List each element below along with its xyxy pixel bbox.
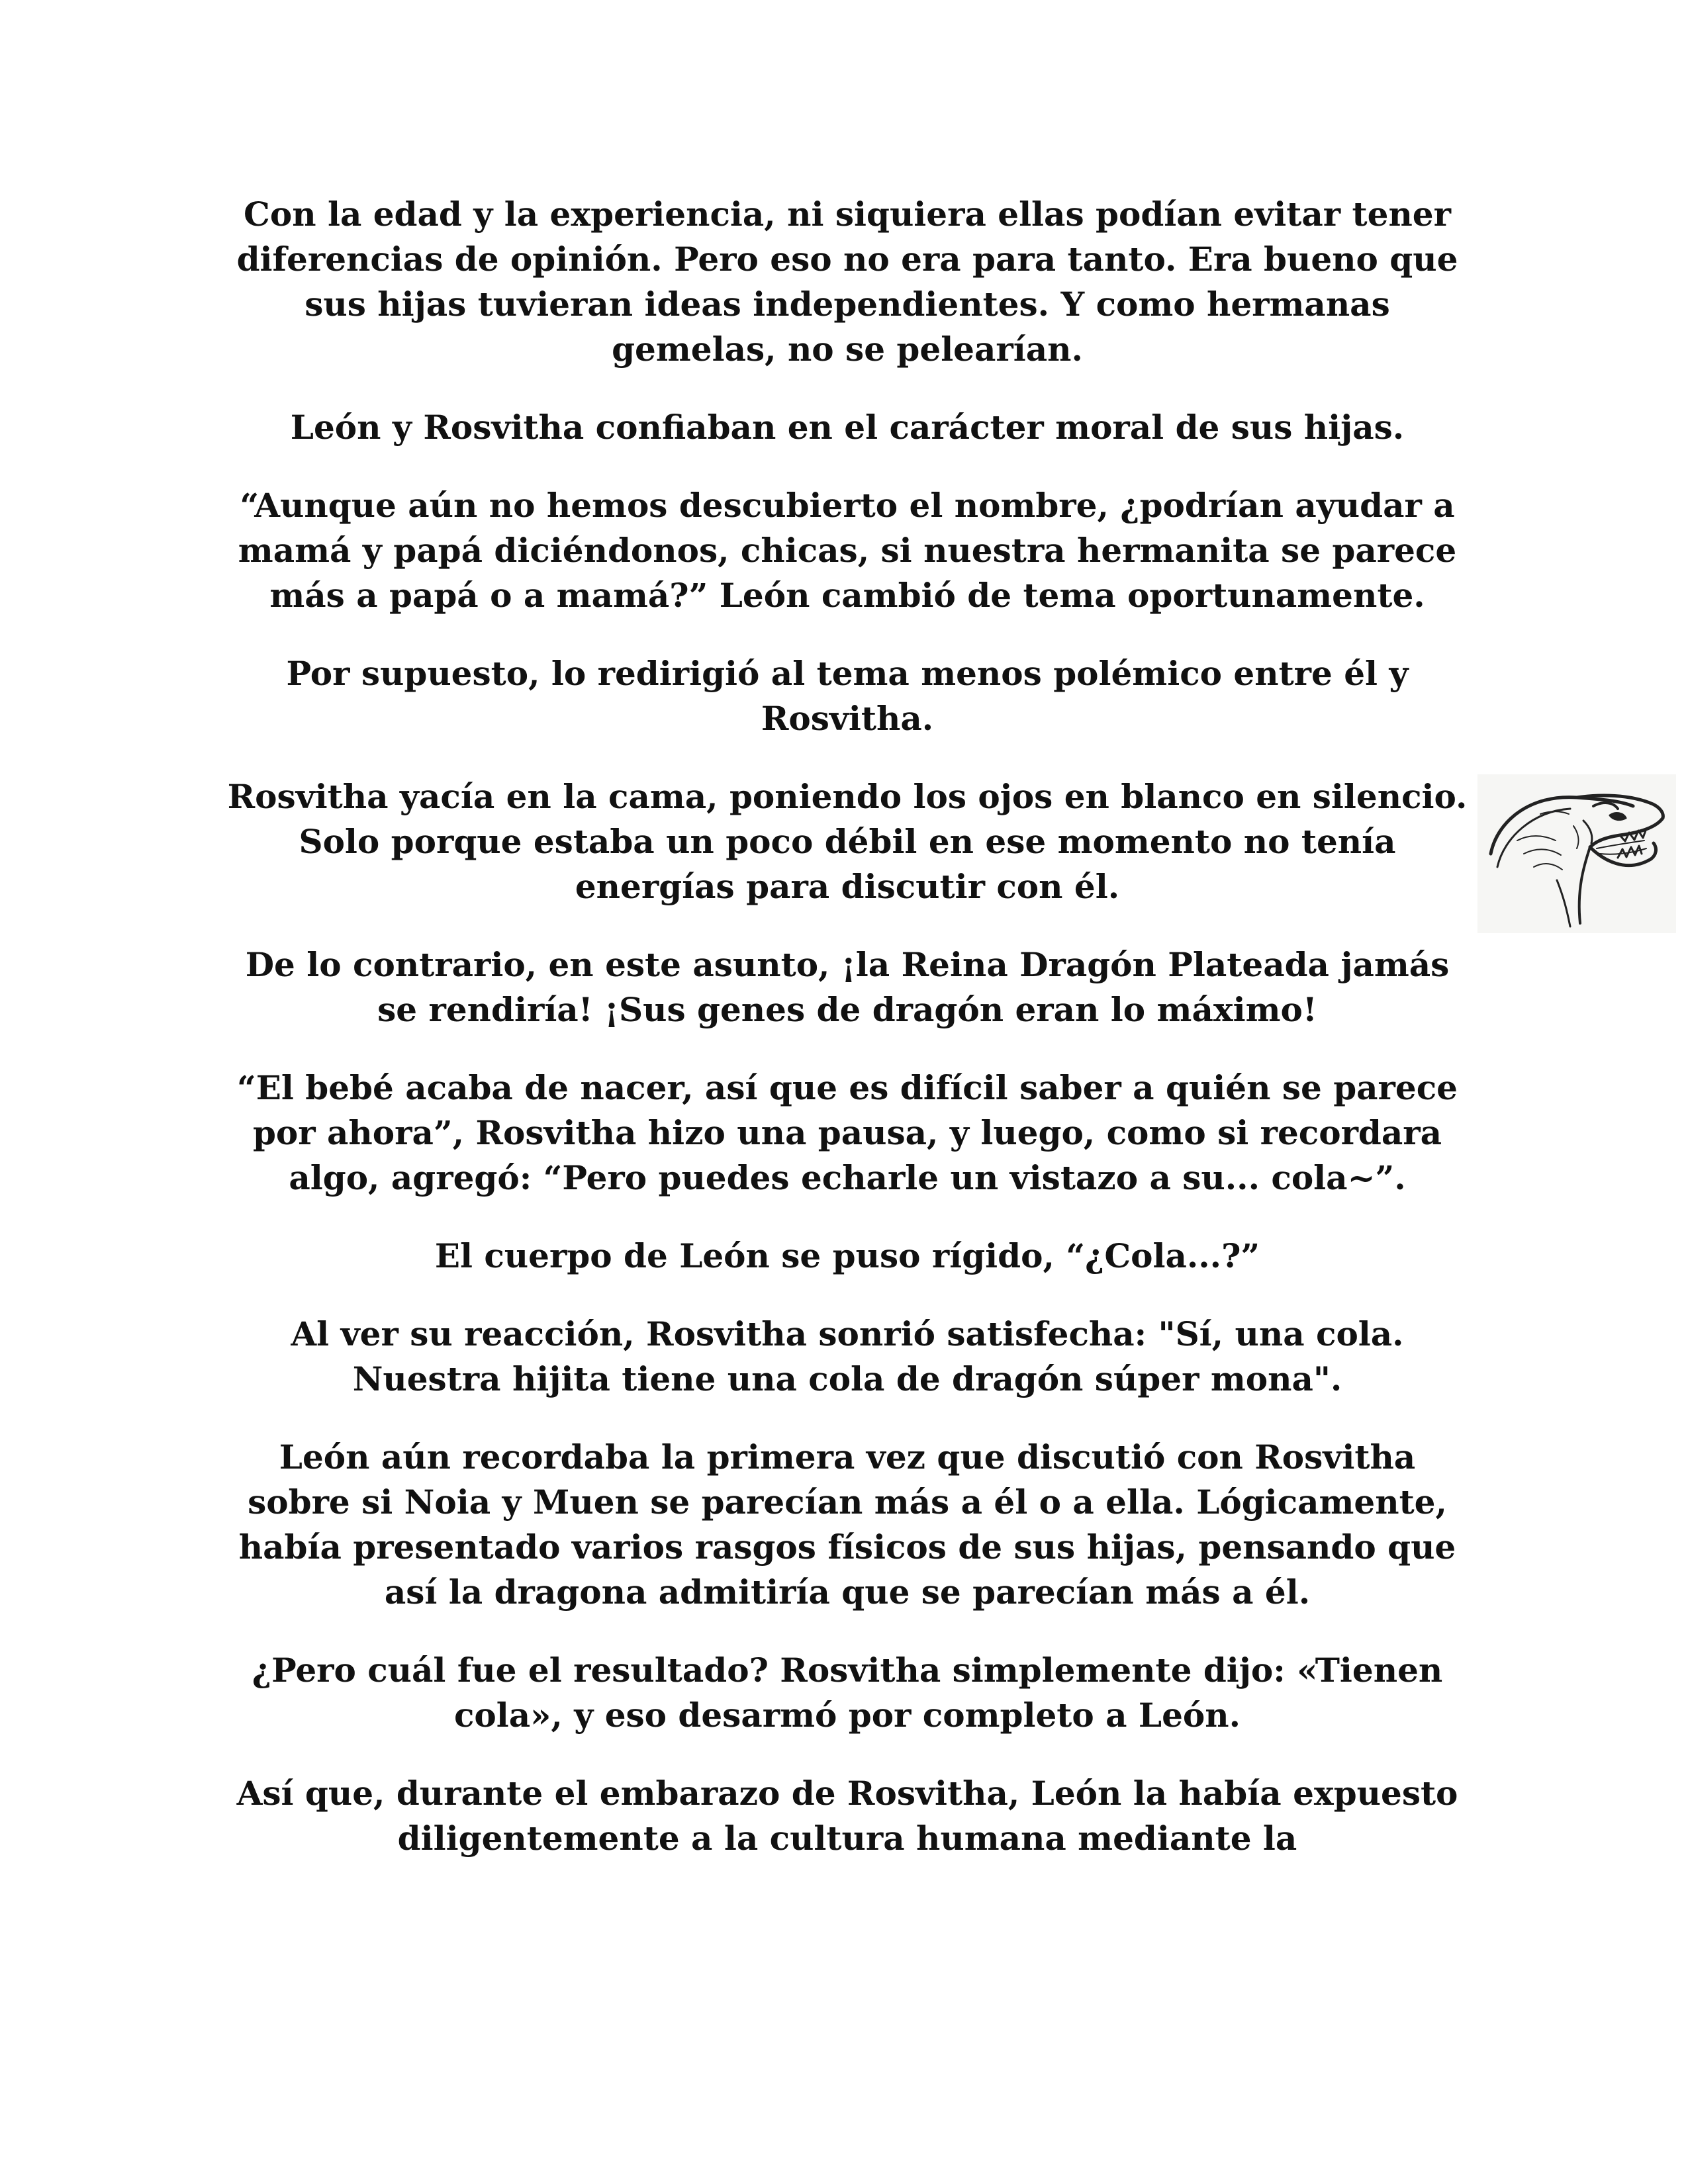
paragraph-1: Con la edad y la experiencia, ni siquiera ellas podían evitar tener diferencias de opinión. Pero eso no era para tanto. Era bueno que sus hijas tuvieran ideas independientes. Y como hermanas gemelas, no se pelearían. <box>236 195 1458 369</box>
paragraph-10: León aún recordaba la primera vez que discutió con Rosvitha sobre si Noia y Muen se parecían más a él o a ella. Lógicamente, había presentado varios rasgos físicos de sus hijas, pensando que así la dragona admitiría que se parecían más a él. <box>238 1437 1456 1612</box>
paragraph-6: De lo contrario, en este asunto, ¡la Reina Dragón Plateada jamás se rendiría! ¡Sus genes de dragón eran lo máximo! <box>245 945 1450 1029</box>
paragraph-5: Rosvitha yacía en la cama, poniendo los ojos en blanco en silencio. Solo porque estaba un poco débil en ese momento no tenía energías para discutir con él. <box>227 777 1468 906</box>
paragraph-7: “El bebé acaba de nacer, así que es difícil saber a quién se parece por ahora”, Rosvitha hizo una pausa, y luego, como si recordara algo, agregó: “Pero puedes echarle un vistazo a su... cola~”. <box>237 1068 1458 1197</box>
paragraph-4: Por supuesto, lo redirigió al tema menos polémico entre él y Rosvitha. <box>286 654 1409 738</box>
paragraph-9: Al ver su reacción, Rosvitha sonrió satisfecha: "Sí, una cola. Nuestra hijita tiene una cola de dragón súper mona". <box>291 1314 1404 1398</box>
dragon-head-sketch-icon <box>1477 774 1676 933</box>
paragraph-12: Así que, durante el embarazo de Rosvitha, León la había expuesto diligentemente a la cultura humana mediante la <box>236 1774 1458 1858</box>
document-body <box>225 192 1470 1894</box>
paragraph-11: ¿Pero cuál fue el resultado? Rosvitha simplemente dijo: «Tienen cola», y eso desarmó por completo a León. <box>252 1651 1443 1735</box>
paragraph-3: “Aunque aún no hemos descubierto el nombre, ¿podrían ayudar a mamá y papá diciéndonos, chicas, si nuestra hermanita se parece más a papá o a mamá?” León cambió de tema oportunamente. <box>238 486 1457 615</box>
paragraph-8: El cuerpo de León se puso rígido, “¿Cola...?” <box>434 1236 1260 1275</box>
paragraph-2: León y Rosvitha confiaban en el carácter moral de sus hijas. <box>290 408 1405 447</box>
